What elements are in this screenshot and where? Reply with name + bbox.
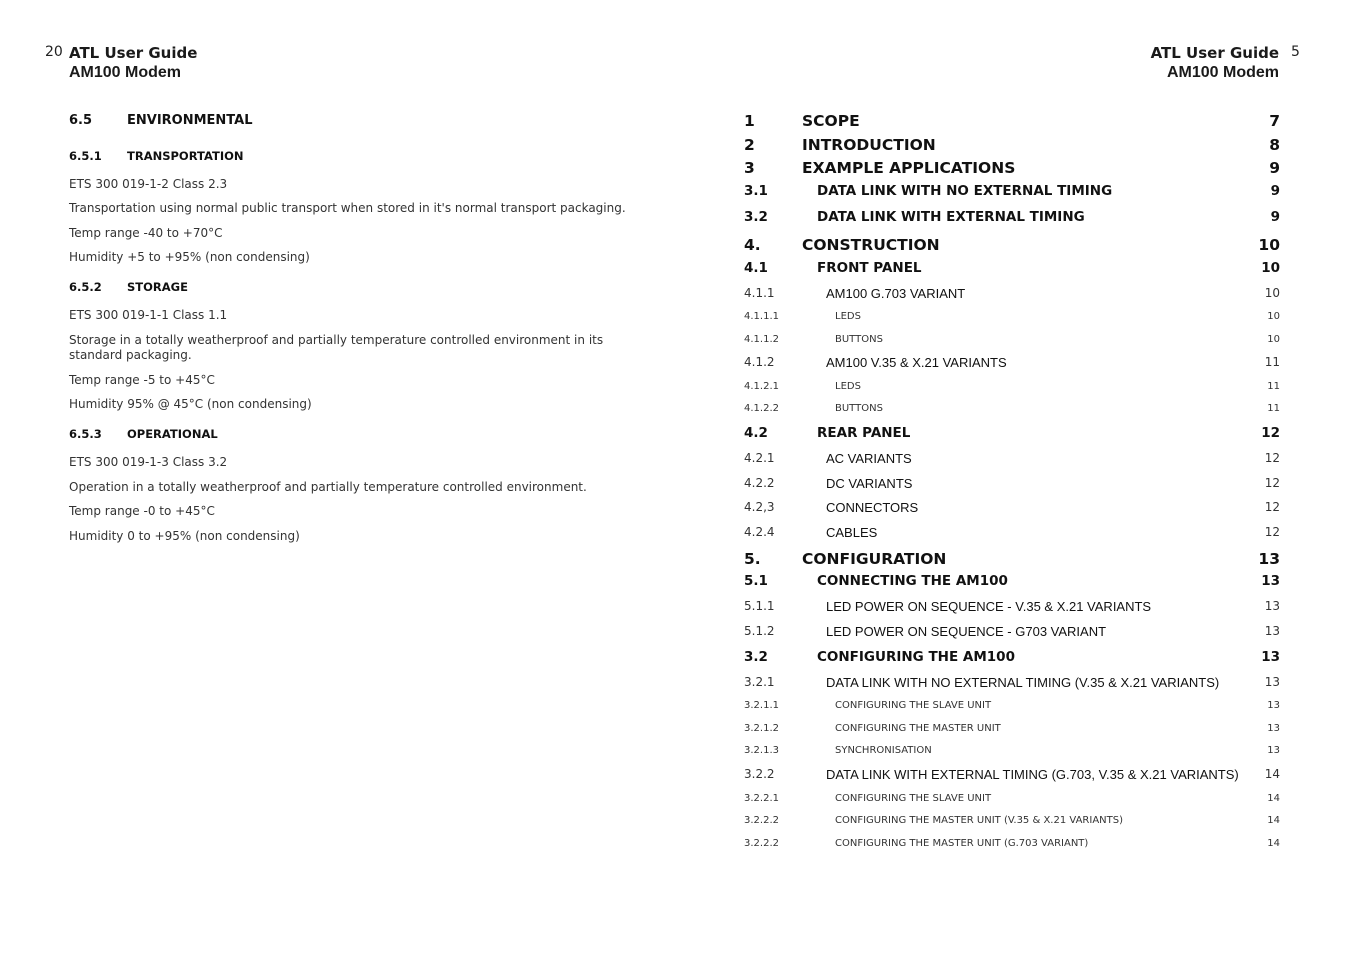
toc-entry-number: 5.1 — [744, 573, 768, 589]
toc-entry-page: 13 — [1264, 599, 1280, 613]
toc-entry-page: 11 — [1267, 403, 1280, 414]
toc-entry-page: 9 — [1270, 209, 1280, 225]
toc-entry-title: BUTTONS — [835, 334, 883, 345]
toc-entry-title: DATA LINK WITH EXTERNAL TIMING — [817, 209, 1085, 225]
toc-entry-title: CONNECTING THE AM100 — [817, 573, 1008, 589]
toc-entry-number: 4.2.4 — [744, 525, 775, 539]
toc-entry-title: CONNECTORS — [826, 500, 919, 515]
toc-entry-title: REAR PANEL — [817, 425, 911, 441]
toc-entry-number: 5.1.2 — [744, 624, 775, 638]
toc-entry-number: 4.1.2 — [744, 355, 775, 369]
toc-entry-number: 1 — [744, 112, 755, 130]
toc-entry-title: CONFIGURATION — [802, 550, 947, 568]
toc-entry-page: 14 — [1267, 793, 1280, 804]
toc-entry-number: 4.2,3 — [744, 500, 775, 514]
paragraph: Humidity 0 to +95% (non condensing) — [69, 529, 300, 543]
toc-entry-page: 12 — [1264, 451, 1280, 465]
toc-entry-number: 4.1.1 — [744, 286, 775, 300]
toc-entry-title: CONFIGURING THE AM100 — [817, 649, 1015, 665]
toc-entry-title: AM100 G.703 VARIANT — [826, 286, 966, 301]
toc-entry-number: 4.2.2 — [744, 476, 775, 490]
toc-entry-page: 10 — [1258, 236, 1280, 254]
toc-entry-title: CONFIGURING THE SLAVE UNIT — [835, 700, 992, 711]
right-page — [676, 0, 1351, 954]
section-title: ENVIRONMENTAL — [127, 113, 253, 128]
paragraph: Humidity 95% @ 45°C (non condensing) — [69, 397, 312, 411]
toc-entry-title: CONSTRUCTION — [802, 236, 940, 254]
page-header — [1151, 44, 1279, 82]
toc-entry-title: CONFIGURING THE MASTER UNIT — [835, 723, 1001, 734]
toc-entry-title: CONFIGURING THE MASTER UNIT (V.35 & X.21 VARIANTS) — [835, 815, 1124, 826]
toc-entry-number: 4.1.1.2 — [744, 334, 779, 345]
toc-entry-title: FRONT PANEL — [817, 260, 922, 276]
subsection-number: 6.5.2 — [69, 280, 102, 294]
toc-entry-page: 13 — [1267, 700, 1280, 711]
toc-entry-title: DATA LINK WITH NO EXTERNAL TIMING — [817, 183, 1113, 199]
toc-entry-title: DC VARIANTS — [826, 476, 913, 491]
page-number: 20 — [45, 44, 63, 60]
toc-entry-number: 4.1.2.2 — [744, 403, 779, 414]
header-subtitle: AM100 Modem — [1166, 64, 1279, 81]
toc-entry-title: CONFIGURING THE MASTER UNIT (G.703 VARIANT) — [835, 838, 1089, 849]
toc-entry-page: 9 — [1269, 159, 1280, 177]
paragraph: ETS 300 019-1-1 Class 1.1 — [69, 308, 228, 322]
toc-entry-title: LEDS — [835, 381, 861, 392]
paragraph: ETS 300 019-1-2 Class 2.3 — [69, 177, 228, 191]
subsection-title: TRANSPORTATION — [127, 149, 244, 163]
toc-entry-number: 2 — [744, 136, 755, 154]
page-header — [69, 44, 197, 82]
paragraph: Temp range -40 to +70°C — [69, 226, 223, 240]
toc-entry-page: 12 — [1264, 500, 1280, 514]
toc-entry-title: SYNCHRONISATION — [835, 745, 932, 756]
toc-entry-number: 3.2 — [744, 209, 768, 225]
toc-entry-number: 4.2 — [744, 425, 768, 441]
subsection-number: 6.5.1 — [69, 149, 102, 163]
left-page — [0, 0, 675, 954]
paragraph: ETS 300 019-1-3 Class 3.2 — [69, 455, 228, 469]
toc-entry-number: 4. — [744, 236, 761, 254]
toc-entry-number: 3.2 — [744, 649, 768, 665]
toc-entry-number: 3.2.1 — [744, 675, 775, 689]
toc-entry-page: 10 — [1264, 286, 1280, 300]
subsection-title: STORAGE — [127, 280, 188, 294]
toc-entry-number: 4.1 — [744, 260, 768, 276]
toc-entry-page: 13 — [1261, 649, 1280, 665]
page-number: 5 — [1291, 44, 1300, 60]
toc-entry-title: DATA LINK WITH EXTERNAL TIMING (G.703, V.35 & X.21 VARIANTS) — [826, 767, 1239, 782]
toc-entry-title: AM100 V.35 & X.21 VARIANTS — [826, 355, 1007, 370]
toc-entry-number: 3.2.1.1 — [744, 700, 779, 711]
toc-entry-page: 10 — [1267, 334, 1280, 345]
section-number: 6.5 — [69, 113, 93, 128]
toc-entry-page: 13 — [1267, 745, 1280, 756]
toc-entry-page: 13 — [1258, 550, 1280, 568]
toc-entry-title: AC VARIANTS — [826, 451, 912, 466]
header-subtitle: AM100 Modem — [69, 64, 182, 81]
toc-entry-page: 10 — [1261, 260, 1280, 276]
toc-entry-number: 3.2.1.3 — [744, 745, 779, 756]
subsection-title: OPERATIONAL — [127, 427, 218, 441]
toc-entry-title: LED POWER ON SEQUENCE - V.35 & X.21 VARIANTS — [826, 599, 1152, 614]
paragraph: Temp range -5 to +45°C — [69, 373, 215, 387]
toc-entry-page: 14 — [1267, 815, 1280, 826]
subsection-number: 6.5.3 — [69, 427, 102, 441]
toc-entry-page: 13 — [1267, 723, 1280, 734]
paragraph: Temp range -0 to +45°C — [69, 504, 215, 518]
header-title: ATL User Guide — [69, 44, 198, 62]
toc-entry-page: 12 — [1261, 425, 1280, 441]
toc-entry-title: BUTTONS — [835, 403, 883, 414]
paragraph: Humidity +5 to +95% (non condensing) — [69, 250, 310, 264]
paragraph: Transportation using normal public transport when stored in it's normal transport packaging. — [69, 201, 626, 215]
toc-entry-title: LED POWER ON SEQUENCE - G703 VARIANT — [826, 624, 1107, 639]
toc-entry-number: 4.2.1 — [744, 451, 775, 465]
toc-entry-title: CONFIGURING THE SLAVE UNIT — [835, 793, 992, 804]
toc-entry-page: 14 — [1264, 767, 1280, 781]
toc-entry-page: 8 — [1269, 136, 1280, 154]
toc-entry-number: 3.2.1.2 — [744, 723, 779, 734]
toc-entry-number: 3 — [744, 159, 755, 177]
header-title: ATL User Guide — [1150, 44, 1279, 62]
toc-entry-title: EXAMPLE APPLICATIONS — [802, 159, 1016, 177]
toc-entry-number: 4.1.2.1 — [744, 381, 779, 392]
toc-entry-title: DATA LINK WITH NO EXTERNAL TIMING (V.35 & X.21 VARIANTS) — [826, 675, 1220, 690]
toc-entry-number: 3.2.2.2 — [744, 815, 779, 826]
toc-entry-number: 5.1.1 — [744, 599, 775, 613]
toc-entry-page: 10 — [1267, 311, 1280, 322]
toc-entry-page: 11 — [1267, 381, 1280, 392]
toc-entry-page: 12 — [1264, 525, 1280, 539]
toc-entry-number: 3.2.2 — [744, 767, 775, 781]
toc-entry-number: 4.1.1.1 — [744, 311, 779, 322]
toc-entry-page: 13 — [1261, 573, 1280, 589]
toc-entry-title: SCOPE — [802, 112, 860, 130]
paragraph: Operation in a totally weatherproof and partially temperature controlled environment. — [69, 480, 587, 494]
toc-entry-number: 3.2.2.2 — [744, 838, 779, 849]
toc-entry-page: 7 — [1269, 112, 1280, 130]
toc-entry-number: 5. — [744, 550, 761, 568]
toc-entry-page: 12 — [1264, 476, 1280, 490]
toc-entry-page: 13 — [1264, 675, 1280, 689]
toc-entry-title: INTRODUCTION — [802, 136, 936, 154]
toc-entry-page: 14 — [1267, 838, 1280, 849]
toc-entry-number: 3.2.2.1 — [744, 793, 779, 804]
toc-entry-page: 9 — [1270, 183, 1280, 199]
toc-entry-title: LEDS — [835, 311, 861, 322]
paragraph: Storage in a totally weatherproof and partially temperature controlled environment in its standard packaging. — [69, 333, 604, 362]
toc-entry-number: 3.1 — [744, 183, 768, 199]
toc-entry-page: 11 — [1264, 355, 1280, 369]
toc-entry-title: CABLES — [826, 525, 878, 540]
toc-entry-page: 13 — [1264, 624, 1280, 638]
